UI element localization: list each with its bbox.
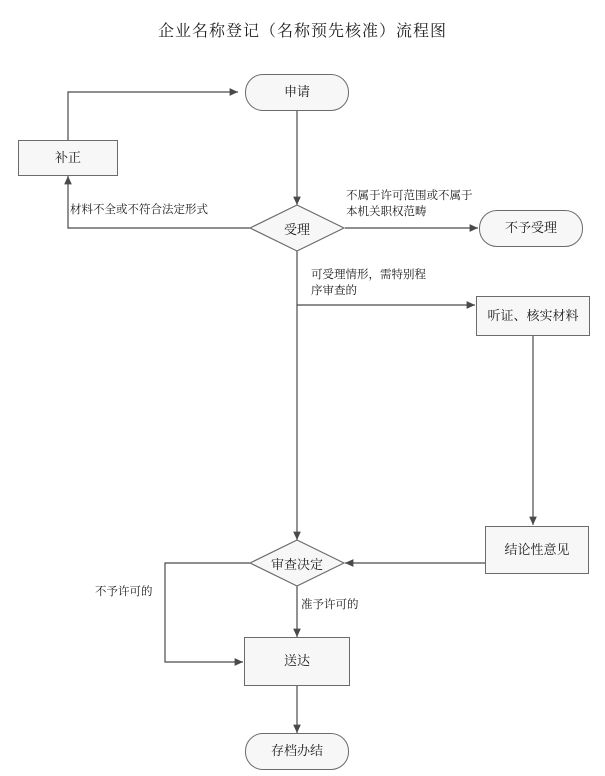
edge-label-not-permitted: 不予许可的 [95,586,153,598]
node-apply-label: 申请 [283,84,310,100]
node-review[interactable] [249,539,345,587]
node-deliver[interactable] [244,637,350,686]
node-archive[interactable] [245,733,349,770]
node-apply[interactable] [245,74,349,111]
edge-label-special-procedure: 可受理情形，需特别程序审查的 [311,269,426,297]
node-conclusion-label: 结论性意见 [504,541,570,557]
node-deliver-label: 送达 [283,653,310,669]
node-amend-label: 补正 [54,149,81,165]
node-amend[interactable] [18,140,118,176]
node-accept-label: 受理 [283,221,310,237]
edge-label-incomplete: 材料不全或不符合法定形式 [70,204,208,216]
edge-label-out-of-scope: 不属于许可范围或不属于本机关职权范畴 [346,190,473,218]
edge-accept-amend [68,176,250,228]
node-reject[interactable] [479,210,583,247]
node-conclusion[interactable] [485,526,589,574]
node-hearing[interactable] [476,296,590,336]
node-accept[interactable] [249,204,345,252]
node-hearing-label: 听证、核实材料 [487,307,579,323]
page-title: 企业名称登记（名称预先核准）流程图 [157,23,447,40]
edge-label-permitted: 准予许可的 [301,599,359,611]
node-reject-label: 不予受理 [504,220,557,236]
edge-review-deliver-denied [165,563,250,662]
edge-amend-apply [68,92,238,140]
node-review-label: 审查决定 [270,556,323,572]
node-archive-label: 存档办结 [270,743,323,759]
